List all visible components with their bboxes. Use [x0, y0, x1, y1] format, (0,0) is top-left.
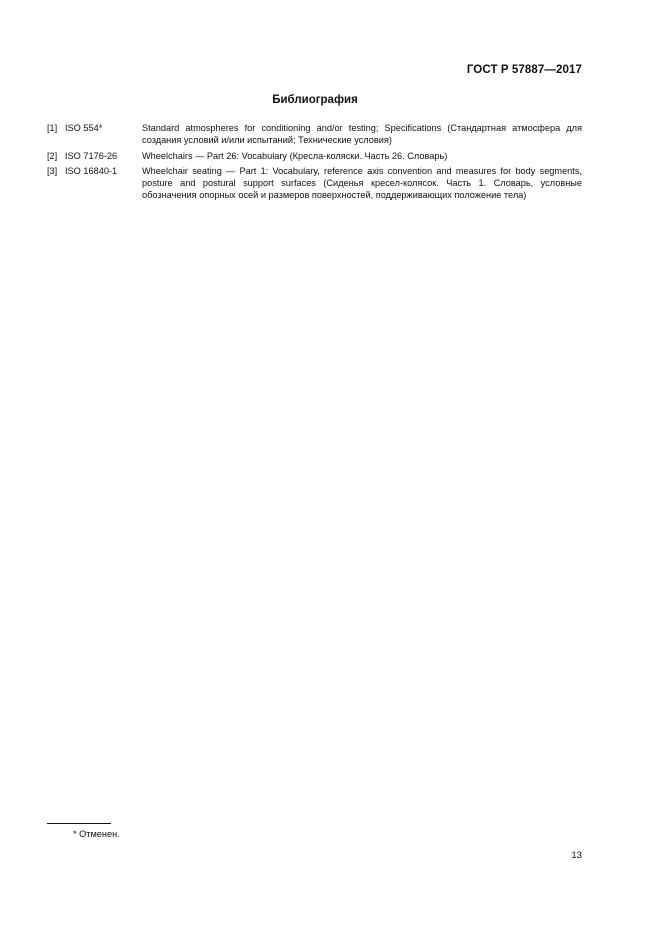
- footnote-divider: [47, 823, 111, 824]
- entry-reference: ISO 554*: [65, 123, 103, 133]
- document-code: ГОСТ Р 57887—2017: [466, 64, 582, 76]
- entry-number: [1]: [47, 123, 58, 133]
- section-title: Библиография: [272, 94, 358, 106]
- entry-text: Wheelchairs — Part 26: Vocabulary (Кресла-коляски. Часть 26. Словарь): [142, 150, 448, 161]
- bibliography-entry: [47, 122, 582, 147]
- entry-text: Wheelchair seating — Part 1: Vocabulary, reference axis convention and measures for body segments, posture and postural support surfaces (Сиденья кресел-колясок. Часть 1. Словарь, условные обозначения опорных осей и размеров поверхностей, поддерживающих положение тела): [142, 165, 582, 201]
- entry-text: Standard atmospheres for conditioning and/or testing; Specifications (Стандартная атмосфера для создания условий и/или испытаний; Технические условия): [142, 123, 582, 146]
- bibliography-entry: [47, 165, 582, 202]
- footnote: * Отменен.: [73, 829, 120, 839]
- bibliography-list: [47, 122, 582, 205]
- bibliography-entry: [47, 150, 582, 162]
- entry-number: [3]: [47, 165, 58, 176]
- entry-reference: ISO 7176-26: [65, 150, 118, 161]
- entry-reference: ISO 16840-1: [65, 165, 118, 176]
- entry-number: [2]: [47, 150, 58, 161]
- page-number: 13: [571, 850, 582, 861]
